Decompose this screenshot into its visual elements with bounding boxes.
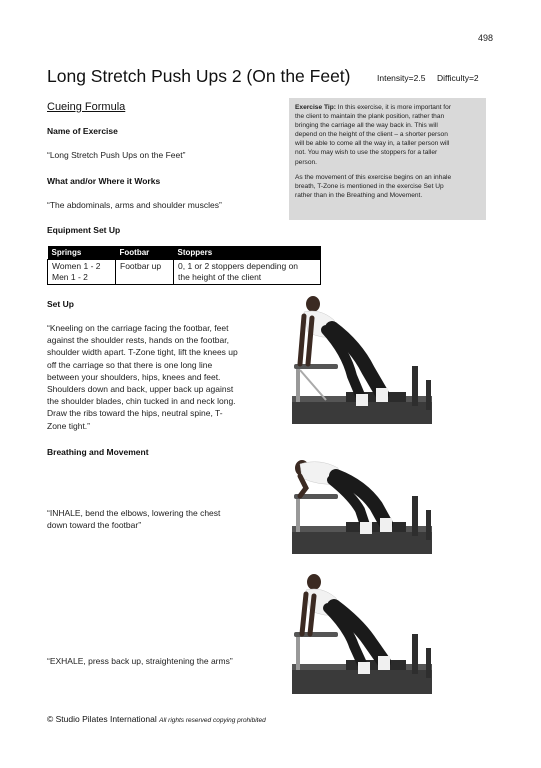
setup-line: Draw the ribs toward the hips, neutral spine, T- [47, 408, 223, 419]
reformer-pushup-photo-2 [286, 458, 446, 562]
equipment-setup-label: Equipment Set Up [47, 225, 121, 235]
intensity-rating: Intensity=2.5 [377, 73, 426, 83]
exercise-title: Long Stretch Push Ups 2 (On the Feet) [47, 66, 351, 86]
inhale-line: “INHALE, bend the elbows, lowering the chest [47, 508, 221, 518]
springs-women: Women 1 - 2 [52, 261, 101, 271]
setup-text [47, 322, 277, 432]
page-number: 498 [478, 33, 494, 43]
table-header-footbar: Footbar [116, 246, 174, 260]
table-header-stoppers: Stoppers [174, 246, 321, 260]
inhale-text [47, 507, 277, 531]
table-row [48, 260, 321, 285]
tip-paragraph-1 [295, 103, 480, 167]
footer-rights: All rights reserved copying prohibited [159, 717, 266, 724]
setup-label: Set Up [47, 299, 74, 309]
tip-line: will be able to come all the way in, a taller person will [295, 140, 450, 148]
setup-line: against the shoulder rests, hands on the footbar, [47, 335, 229, 346]
difficulty-rating: Difficulty=2 [437, 73, 479, 83]
tip-line: depend on the height of the client – a shorter person [295, 131, 448, 139]
setup-line: “Kneeling on the carriage facing the footbar, feet [47, 323, 229, 333]
equipment-table [47, 246, 321, 285]
tip-paragraph-2 [295, 173, 480, 200]
tip-line: bringing the carriage all the way back in. This will [295, 122, 438, 130]
setup-line: shoulder width apart. T-Zone tight, lift the knees up [47, 347, 238, 358]
setup-line: Shoulders down and back, upper back up against [47, 384, 234, 395]
tip-label: Exercise Tip: [295, 104, 336, 111]
reformer-plank-photo-1 [286, 296, 446, 432]
reformer-plank-photo-3 [286, 574, 446, 700]
tip-line: not. You may wish to use the stoppers for a taller [295, 149, 438, 157]
setup-line: the shoulder blades, chin tucked in and neck long. [47, 396, 236, 407]
tip-line: As the movement of this exercise begins on an inhale [295, 173, 452, 181]
exhale-text: “EXHALE, press back up, straightening the arms” [47, 656, 233, 666]
table-header-springs: Springs [48, 246, 116, 260]
name-of-exercise-value: “Long Stretch Push Ups on the Feet” [47, 150, 186, 160]
setup-line: Zone tight.” [47, 420, 90, 431]
person-figure [300, 296, 388, 406]
stoppers-cell [174, 260, 321, 285]
footer [47, 714, 266, 724]
table-header-row [48, 246, 321, 260]
stoppers-line: 0, 1 or 2 stoppers depending on [178, 261, 299, 271]
tip-line: breath, T-Zone is mentioned in the exercise Set Up [295, 182, 444, 190]
tip-line: In this exercise, it is more important for [335, 104, 451, 111]
exercise-tip-box [289, 98, 486, 220]
inhale-line: down toward the footbar” [47, 520, 142, 531]
tip-line: rather than in the Breathing and Movement. [295, 191, 423, 199]
what-where-works-value: “The abdominals, arms and shoulder muscles” [47, 200, 222, 210]
setup-line: off the carriage so that there is one long line [47, 359, 213, 370]
what-where-works-label: What and/or Where it Works [47, 176, 161, 186]
name-of-exercise-label: Name of Exercise [47, 126, 118, 136]
springs-men: Men 1 - 2 [52, 272, 88, 282]
breathing-movement-label: Breathing and Movement [47, 447, 149, 457]
setup-line: between your shoulders, hips, knees and feet. [47, 371, 221, 382]
cueing-formula-heading: Cueing Formula [47, 101, 126, 113]
footbar-cell: Footbar up [116, 260, 174, 285]
springs-cell [48, 260, 116, 285]
tip-line: person. [295, 158, 317, 166]
tip-line: the client to maintain the plank position, rather than [295, 113, 445, 121]
stoppers-line: the height of the client [178, 272, 262, 282]
person-figure [302, 574, 390, 674]
footer-copyright: © Studio Pilates International [47, 714, 157, 724]
